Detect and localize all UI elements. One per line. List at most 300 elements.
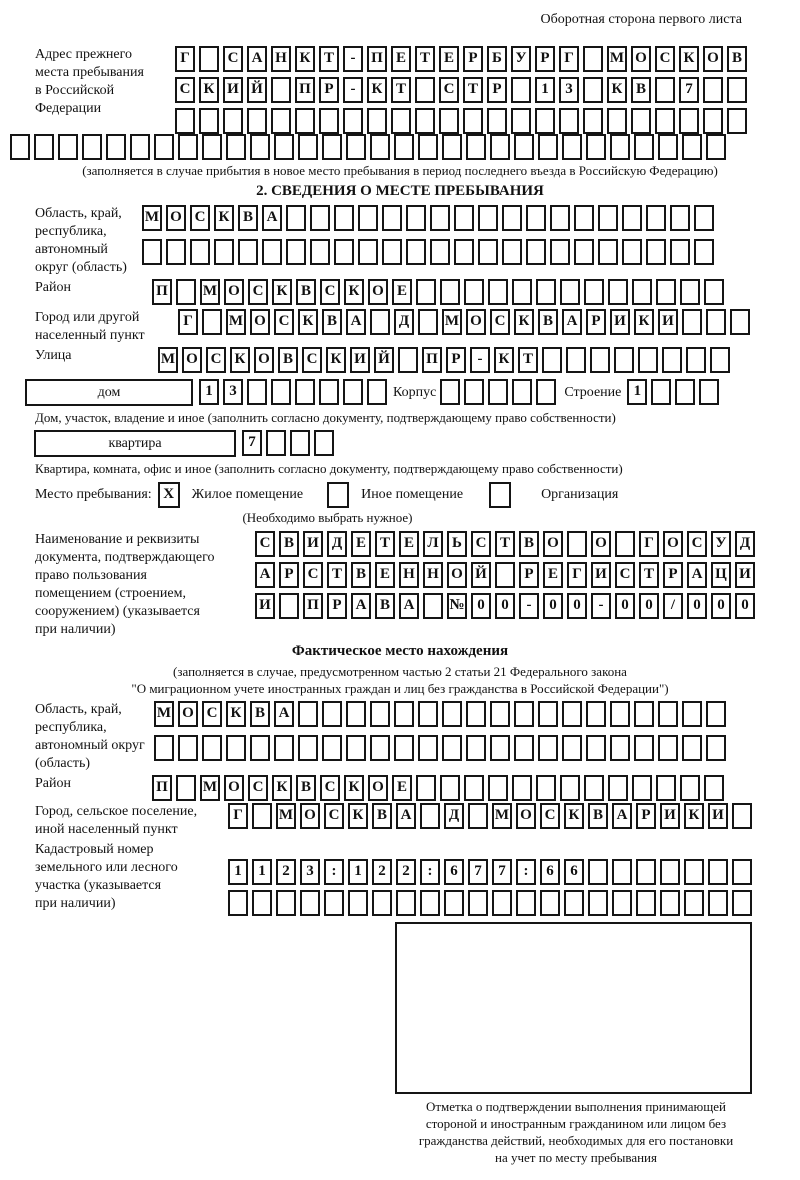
char-cell[interactable]: О xyxy=(466,309,486,335)
char-cell[interactable] xyxy=(370,134,390,160)
char-cell[interactable]: А xyxy=(396,803,416,829)
char-cell[interactable] xyxy=(632,775,652,801)
char-cell[interactable]: С xyxy=(248,775,268,801)
char-cell[interactable] xyxy=(319,108,339,134)
char-cell[interactable]: И xyxy=(660,803,680,829)
char-cell[interactable]: Р xyxy=(636,803,656,829)
char-cell[interactable]: М xyxy=(607,46,627,72)
char-cell[interactable] xyxy=(367,379,387,405)
char-cell[interactable]: М xyxy=(200,279,220,305)
char-cell[interactable]: Р xyxy=(463,46,483,72)
char-cell[interactable] xyxy=(708,890,728,916)
char-cell[interactable] xyxy=(130,134,150,160)
char-cell[interactable] xyxy=(346,735,366,761)
char-cell[interactable] xyxy=(468,803,488,829)
char-cell[interactable]: Д xyxy=(735,531,755,557)
char-cell[interactable]: Й xyxy=(374,347,394,373)
char-cell[interactable] xyxy=(708,859,728,885)
char-cell[interactable] xyxy=(680,279,700,305)
char-cell[interactable] xyxy=(334,239,354,265)
char-cell[interactable]: Г xyxy=(639,531,659,557)
char-cell[interactable] xyxy=(730,309,750,335)
char-cell[interactable] xyxy=(346,134,366,160)
char-cell[interactable]: О xyxy=(516,803,536,829)
char-cell[interactable] xyxy=(478,239,498,265)
char-cell[interactable]: : xyxy=(324,859,344,885)
char-cell[interactable] xyxy=(682,134,702,160)
char-cell[interactable] xyxy=(252,890,272,916)
char-cell[interactable] xyxy=(298,735,318,761)
char-cell[interactable] xyxy=(514,134,534,160)
char-cell[interactable]: В xyxy=(375,593,395,619)
char-cell[interactable] xyxy=(310,239,330,265)
char-cell[interactable] xyxy=(538,701,558,727)
char-cell[interactable]: У xyxy=(711,531,731,557)
char-cell[interactable]: А xyxy=(255,562,275,588)
char-cell[interactable] xyxy=(658,735,678,761)
char-cell[interactable] xyxy=(176,279,196,305)
char-cell[interactable] xyxy=(658,134,678,160)
char-cell[interactable]: И xyxy=(735,562,755,588)
char-cell[interactable]: К xyxy=(272,775,292,801)
char-cell[interactable]: Е xyxy=(392,279,412,305)
char-cell[interactable] xyxy=(564,890,584,916)
char-cell[interactable] xyxy=(679,108,699,134)
char-cell[interactable]: К xyxy=(684,803,704,829)
char-cell[interactable] xyxy=(478,205,498,231)
char-cell[interactable] xyxy=(468,890,488,916)
char-cell[interactable] xyxy=(454,239,474,265)
char-cell[interactable] xyxy=(622,205,642,231)
char-cell[interactable]: № xyxy=(447,593,467,619)
char-cell[interactable] xyxy=(298,701,318,727)
char-cell[interactable]: П xyxy=(152,775,172,801)
char-cell[interactable]: О xyxy=(368,279,388,305)
char-cell[interactable]: Д xyxy=(394,309,414,335)
char-cell[interactable]: 1 xyxy=(627,379,647,405)
char-cell[interactable] xyxy=(583,108,603,134)
char-cell[interactable]: Д xyxy=(327,531,347,557)
char-cell[interactable]: 0 xyxy=(543,593,563,619)
char-cell[interactable] xyxy=(322,735,342,761)
char-cell[interactable]: В xyxy=(372,803,392,829)
char-cell[interactable]: - xyxy=(343,46,363,72)
char-cell[interactable]: О xyxy=(166,205,186,231)
char-cell[interactable] xyxy=(463,108,483,134)
char-cell[interactable] xyxy=(394,701,414,727)
char-cell[interactable]: К xyxy=(295,46,315,72)
char-cell[interactable] xyxy=(636,859,656,885)
char-cell[interactable] xyxy=(358,205,378,231)
char-cell[interactable]: Т xyxy=(415,46,435,72)
char-cell[interactable]: А xyxy=(351,593,371,619)
char-cell[interactable] xyxy=(154,134,174,160)
char-cell[interactable]: Е xyxy=(399,531,419,557)
char-cell[interactable] xyxy=(583,77,603,103)
char-cell[interactable]: Г xyxy=(175,46,195,72)
char-cell[interactable]: 6 xyxy=(444,859,464,885)
char-cell[interactable] xyxy=(492,890,512,916)
char-cell[interactable]: К xyxy=(199,77,219,103)
char-cell[interactable] xyxy=(298,134,318,160)
char-cell[interactable]: К xyxy=(679,46,699,72)
char-cell[interactable] xyxy=(670,205,690,231)
char-cell[interactable] xyxy=(512,279,532,305)
char-cell[interactable]: П xyxy=(422,347,442,373)
char-cell[interactable] xyxy=(694,239,714,265)
char-cell[interactable] xyxy=(223,108,243,134)
char-cell[interactable] xyxy=(514,735,534,761)
char-cell[interactable] xyxy=(440,379,460,405)
char-cell[interactable] xyxy=(487,108,507,134)
char-cell[interactable] xyxy=(727,77,747,103)
char-cell[interactable]: С xyxy=(202,701,222,727)
char-cell[interactable] xyxy=(418,309,438,335)
char-cell[interactable]: М xyxy=(154,701,174,727)
char-cell[interactable] xyxy=(415,108,435,134)
char-cell[interactable]: Г xyxy=(567,562,587,588)
char-cell[interactable] xyxy=(439,108,459,134)
char-cell[interactable]: И xyxy=(708,803,728,829)
char-cell[interactable] xyxy=(732,803,752,829)
char-cell[interactable] xyxy=(574,239,594,265)
char-cell[interactable]: О xyxy=(543,531,563,557)
char-cell[interactable] xyxy=(646,239,666,265)
char-cell[interactable] xyxy=(680,775,700,801)
char-cell[interactable]: О xyxy=(254,347,274,373)
char-cell[interactable]: 7 xyxy=(492,859,512,885)
char-cell[interactable] xyxy=(684,859,704,885)
char-cell[interactable] xyxy=(610,134,630,160)
char-cell[interactable] xyxy=(590,347,610,373)
char-cell[interactable] xyxy=(290,430,310,456)
char-cell[interactable]: Й xyxy=(471,562,491,588)
char-cell[interactable] xyxy=(526,239,546,265)
char-cell[interactable] xyxy=(415,77,435,103)
char-cell[interactable] xyxy=(656,279,676,305)
char-cell[interactable] xyxy=(610,735,630,761)
char-cell[interactable] xyxy=(178,134,198,160)
char-cell[interactable]: С xyxy=(206,347,226,373)
char-cell[interactable] xyxy=(372,890,392,916)
apartment-type-box[interactable]: квартира xyxy=(34,430,236,457)
char-cell[interactable] xyxy=(416,775,436,801)
char-cell[interactable] xyxy=(612,890,632,916)
char-cell[interactable]: О xyxy=(703,46,723,72)
checkbox-other-premises[interactable] xyxy=(327,482,349,508)
char-cell[interactable]: / xyxy=(663,593,683,619)
char-cell[interactable]: С xyxy=(255,531,275,557)
char-cell[interactable] xyxy=(542,347,562,373)
char-cell[interactable]: И xyxy=(255,593,275,619)
char-cell[interactable]: С xyxy=(687,531,707,557)
char-cell[interactable] xyxy=(418,701,438,727)
char-cell[interactable]: П xyxy=(295,77,315,103)
char-cell[interactable] xyxy=(266,430,286,456)
char-cell[interactable]: 2 xyxy=(396,859,416,885)
char-cell[interactable] xyxy=(706,309,726,335)
char-cell[interactable]: 0 xyxy=(639,593,659,619)
char-cell[interactable]: А xyxy=(262,205,282,231)
char-cell[interactable] xyxy=(382,205,402,231)
char-cell[interactable]: В xyxy=(296,775,316,801)
char-cell[interactable] xyxy=(588,890,608,916)
char-cell[interactable]: М xyxy=(200,775,220,801)
char-cell[interactable]: Б xyxy=(487,46,507,72)
char-cell[interactable]: Е xyxy=(392,775,412,801)
char-cell[interactable] xyxy=(670,239,690,265)
char-cell[interactable] xyxy=(295,108,315,134)
char-cell[interactable]: В xyxy=(538,309,558,335)
char-cell[interactable]: К xyxy=(230,347,250,373)
char-cell[interactable]: И xyxy=(610,309,630,335)
char-cell[interactable]: 1 xyxy=(252,859,272,885)
char-cell[interactable] xyxy=(706,134,726,160)
char-cell[interactable]: Н xyxy=(399,562,419,588)
char-cell[interactable] xyxy=(406,239,426,265)
char-cell[interactable] xyxy=(682,701,702,727)
char-cell[interactable] xyxy=(202,309,222,335)
char-cell[interactable] xyxy=(614,347,634,373)
char-cell[interactable]: А xyxy=(247,46,267,72)
char-cell[interactable]: Г xyxy=(228,803,248,829)
char-cell[interactable]: К xyxy=(272,279,292,305)
char-cell[interactable] xyxy=(252,803,272,829)
char-cell[interactable]: К xyxy=(607,77,627,103)
char-cell[interactable] xyxy=(250,134,270,160)
char-cell[interactable] xyxy=(454,205,474,231)
char-cell[interactable] xyxy=(706,701,726,727)
char-cell[interactable]: К xyxy=(344,775,364,801)
char-cell[interactable]: Л xyxy=(423,531,443,557)
char-cell[interactable] xyxy=(584,775,604,801)
char-cell[interactable]: П xyxy=(367,46,387,72)
char-cell[interactable] xyxy=(536,379,556,405)
char-cell[interactable] xyxy=(502,205,522,231)
char-cell[interactable]: Т xyxy=(495,531,515,557)
char-cell[interactable]: Д xyxy=(444,803,464,829)
char-cell[interactable]: 0 xyxy=(615,593,635,619)
char-cell[interactable] xyxy=(612,859,632,885)
char-cell[interactable] xyxy=(176,775,196,801)
char-cell[interactable] xyxy=(226,735,246,761)
char-cell[interactable] xyxy=(238,239,258,265)
char-cell[interactable]: Ь xyxy=(447,531,467,557)
char-cell[interactable]: Е xyxy=(391,46,411,72)
char-cell[interactable]: А xyxy=(399,593,419,619)
char-cell[interactable]: О xyxy=(631,46,651,72)
char-cell[interactable]: С xyxy=(320,775,340,801)
char-cell[interactable] xyxy=(295,379,315,405)
char-cell[interactable] xyxy=(598,239,618,265)
char-cell[interactable]: П xyxy=(152,279,172,305)
char-cell[interactable]: 1 xyxy=(348,859,368,885)
char-cell[interactable] xyxy=(464,775,484,801)
char-cell[interactable]: 0 xyxy=(687,593,707,619)
char-cell[interactable]: Н xyxy=(423,562,443,588)
char-cell[interactable] xyxy=(574,205,594,231)
char-cell[interactable] xyxy=(202,735,222,761)
char-cell[interactable] xyxy=(512,775,532,801)
char-cell[interactable]: О xyxy=(224,279,244,305)
char-cell[interactable] xyxy=(430,239,450,265)
char-cell[interactable] xyxy=(199,108,219,134)
char-cell[interactable]: К xyxy=(298,309,318,335)
char-cell[interactable] xyxy=(322,134,342,160)
char-cell[interactable] xyxy=(394,735,414,761)
char-cell[interactable]: К xyxy=(514,309,534,335)
char-cell[interactable]: Р xyxy=(327,593,347,619)
char-cell[interactable]: С xyxy=(324,803,344,829)
char-cell[interactable] xyxy=(226,134,246,160)
char-cell[interactable] xyxy=(175,108,195,134)
char-cell[interactable] xyxy=(247,379,267,405)
char-cell[interactable]: Й xyxy=(247,77,267,103)
char-cell[interactable] xyxy=(82,134,102,160)
char-cell[interactable]: И xyxy=(350,347,370,373)
char-cell[interactable]: В xyxy=(296,279,316,305)
char-cell[interactable]: В xyxy=(631,77,651,103)
char-cell[interactable] xyxy=(214,239,234,265)
char-cell[interactable]: 0 xyxy=(495,593,515,619)
char-cell[interactable] xyxy=(398,347,418,373)
char-cell[interactable] xyxy=(634,701,654,727)
checkbox-organization[interactable] xyxy=(489,482,511,508)
char-cell[interactable] xyxy=(536,775,556,801)
char-cell[interactable]: Т xyxy=(518,347,538,373)
char-cell[interactable] xyxy=(560,775,580,801)
char-cell[interactable]: 0 xyxy=(711,593,731,619)
char-cell[interactable] xyxy=(560,279,580,305)
char-cell[interactable]: О xyxy=(250,309,270,335)
char-cell[interactable]: В xyxy=(278,347,298,373)
char-cell[interactable]: 0 xyxy=(735,593,755,619)
char-cell[interactable]: М xyxy=(276,803,296,829)
char-cell[interactable] xyxy=(228,890,248,916)
char-cell[interactable] xyxy=(370,735,390,761)
char-cell[interactable] xyxy=(732,890,752,916)
char-cell[interactable] xyxy=(512,379,532,405)
char-cell[interactable] xyxy=(367,108,387,134)
char-cell[interactable] xyxy=(598,205,618,231)
char-cell[interactable] xyxy=(106,134,126,160)
char-cell[interactable] xyxy=(488,279,508,305)
char-cell[interactable] xyxy=(343,379,363,405)
char-cell[interactable] xyxy=(586,735,606,761)
char-cell[interactable] xyxy=(583,46,603,72)
char-cell[interactable]: С xyxy=(303,562,323,588)
char-cell[interactable] xyxy=(442,134,462,160)
char-cell[interactable]: К xyxy=(494,347,514,373)
char-cell[interactable]: 2 xyxy=(276,859,296,885)
char-cell[interactable] xyxy=(488,775,508,801)
char-cell[interactable]: И xyxy=(658,309,678,335)
char-cell[interactable] xyxy=(608,279,628,305)
char-cell[interactable] xyxy=(538,735,558,761)
char-cell[interactable] xyxy=(488,379,508,405)
char-cell[interactable]: С xyxy=(302,347,322,373)
char-cell[interactable]: В xyxy=(250,701,270,727)
char-cell[interactable]: Т xyxy=(639,562,659,588)
char-cell[interactable] xyxy=(511,77,531,103)
char-cell[interactable]: Г xyxy=(178,309,198,335)
char-cell[interactable]: К xyxy=(634,309,654,335)
char-cell[interactable] xyxy=(694,205,714,231)
char-cell[interactable] xyxy=(34,134,54,160)
char-cell[interactable]: Р xyxy=(663,562,683,588)
char-cell[interactable]: У xyxy=(511,46,531,72)
char-cell[interactable] xyxy=(584,279,604,305)
char-cell[interactable] xyxy=(276,890,296,916)
char-cell[interactable] xyxy=(634,134,654,160)
char-cell[interactable] xyxy=(286,239,306,265)
char-cell[interactable]: 3 xyxy=(559,77,579,103)
char-cell[interactable] xyxy=(536,279,556,305)
char-cell[interactable] xyxy=(420,890,440,916)
char-cell[interactable] xyxy=(324,890,344,916)
char-cell[interactable] xyxy=(346,701,366,727)
char-cell[interactable]: О xyxy=(300,803,320,829)
char-cell[interactable] xyxy=(310,205,330,231)
char-cell[interactable] xyxy=(682,309,702,335)
char-cell[interactable]: 7 xyxy=(242,430,262,456)
char-cell[interactable] xyxy=(444,890,464,916)
char-cell[interactable] xyxy=(706,735,726,761)
char-cell[interactable] xyxy=(440,775,460,801)
char-cell[interactable] xyxy=(632,279,652,305)
char-cell[interactable]: С xyxy=(223,46,243,72)
char-cell[interactable] xyxy=(699,379,719,405)
char-cell[interactable]: С xyxy=(471,531,491,557)
char-cell[interactable]: А xyxy=(612,803,632,829)
char-cell[interactable]: К xyxy=(348,803,368,829)
char-cell[interactable]: Р xyxy=(446,347,466,373)
char-cell[interactable] xyxy=(588,859,608,885)
char-cell[interactable] xyxy=(535,108,555,134)
char-cell[interactable] xyxy=(382,239,402,265)
char-cell[interactable]: В xyxy=(322,309,342,335)
char-cell[interactable] xyxy=(370,701,390,727)
char-cell[interactable] xyxy=(406,205,426,231)
char-cell[interactable] xyxy=(727,108,747,134)
char-cell[interactable]: В xyxy=(519,531,539,557)
char-cell[interactable] xyxy=(420,803,440,829)
char-cell[interactable] xyxy=(190,239,210,265)
char-cell[interactable]: С xyxy=(320,279,340,305)
char-cell[interactable] xyxy=(634,735,654,761)
char-cell[interactable]: В xyxy=(588,803,608,829)
char-cell[interactable]: Т xyxy=(463,77,483,103)
char-cell[interactable]: : xyxy=(420,859,440,885)
char-cell[interactable]: 0 xyxy=(471,593,491,619)
char-cell[interactable]: В xyxy=(727,46,747,72)
char-cell[interactable] xyxy=(154,735,174,761)
char-cell[interactable] xyxy=(495,562,515,588)
char-cell[interactable] xyxy=(58,134,78,160)
char-cell[interactable]: Е xyxy=(543,562,563,588)
char-cell[interactable] xyxy=(343,108,363,134)
char-cell[interactable] xyxy=(658,701,678,727)
char-cell[interactable]: Р xyxy=(535,46,555,72)
char-cell[interactable] xyxy=(656,775,676,801)
char-cell[interactable]: С xyxy=(439,77,459,103)
char-cell[interactable] xyxy=(675,379,695,405)
char-cell[interactable] xyxy=(567,531,587,557)
char-cell[interactable]: Р xyxy=(279,562,299,588)
char-cell[interactable] xyxy=(274,735,294,761)
char-cell[interactable]: Ц xyxy=(711,562,731,588)
char-cell[interactable] xyxy=(394,134,414,160)
